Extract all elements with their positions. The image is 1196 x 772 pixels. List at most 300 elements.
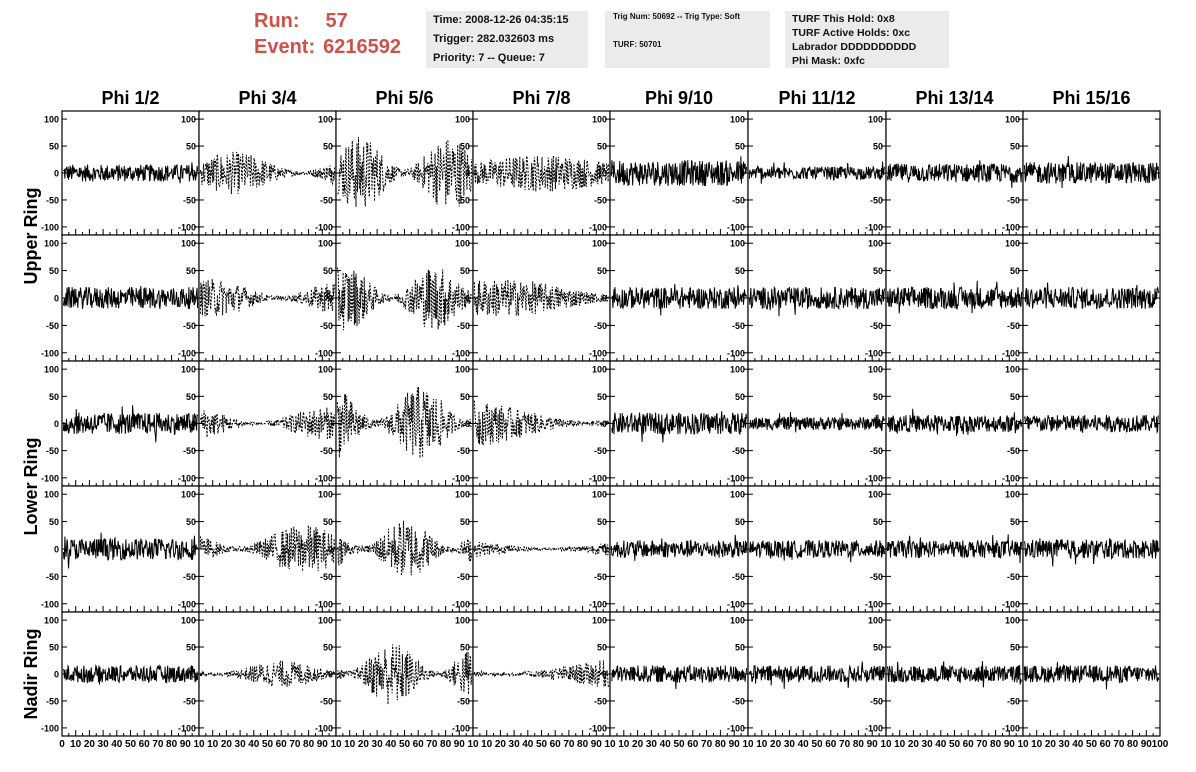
xtick-label: 70 [426,739,438,750]
ytick-label: 100 [180,238,196,249]
ytick-label: 100 [454,615,470,626]
xtick-label: 70 [289,739,301,750]
xtick-label: 70 [976,739,988,750]
xtick-label: 60 [412,739,424,750]
ytick-label: -50 [731,571,745,582]
xtick-label: 50 [948,739,961,750]
ytick-label: 100 [867,238,883,249]
ytick-label: -50 [182,446,196,457]
ytick-label: 100 [867,615,883,626]
ytick-label: -100 [1001,348,1020,359]
row-label: Upper Ring [21,187,41,285]
xtick-label: 40 [385,739,397,750]
ytick-label: 50 [1009,517,1020,528]
row-label: Nadir Ring [21,628,41,720]
xtick-label: 30 [921,739,933,750]
ytick-label: 100 [43,114,59,125]
ytick-label: 0 [739,168,745,179]
xtick-label: 20 [770,739,782,750]
ytick-label: -100 [726,222,745,233]
turf-active-line: TURF Active Holds: 0xc [792,27,911,39]
xtick-label: 40 [659,739,671,750]
ytick-label: 50 [734,517,745,528]
column-title: Phi 11/12 [778,88,856,108]
ytick-label: 50 [48,642,59,653]
column-title: Phi 9/10 [644,88,714,108]
ytick-label: 50 [1009,266,1020,277]
ytick-label: 0 [53,168,59,179]
ytick-label: 100 [43,489,59,500]
ytick-label: 50 [459,141,470,152]
ytick-label: 50 [322,642,333,653]
xtick-label: 10 [344,739,356,750]
ytick-label: -50 [1006,195,1020,206]
ytick-label: -50 [182,195,196,206]
ytick-label: 100 [1004,364,1020,375]
ytick-label: -50 [319,446,333,457]
ytick-label: -100 [588,222,607,233]
xtick-label: 100 [1151,739,1169,750]
ytick-label: -100 [314,473,333,484]
xtick-label: 50 [261,739,274,750]
xtick-label: 10 [193,739,205,750]
run-value: 57 [325,10,348,32]
run-label: Run: [254,10,300,32]
xtick-label: 10 [756,739,768,750]
xtick-label: 50 [673,739,685,750]
ytick-label: -100 [314,222,333,233]
ytick-label: -100 [40,348,59,359]
ytick-label: 0 [601,168,607,179]
ytick-label: -50 [731,696,745,707]
ytick-label: 50 [48,141,59,152]
ytick-label: 50 [596,642,607,653]
ytick-label: 100 [454,489,470,500]
xtick-label: 10 [618,739,630,750]
ytick-label: 50 [459,391,470,402]
ytick-label: 50 [48,391,59,402]
ytick-label: 50 [185,517,196,528]
ytick-label: -100 [864,723,883,734]
xtick-label: 40 [248,739,260,750]
ytick-label: -100 [726,348,745,359]
ytick-label: -100 [864,348,883,359]
ytick-label: -50 [319,696,333,707]
xtick-label: 30 [783,739,795,750]
row-label: Lower Ring [21,437,41,536]
ytick-label: 100 [317,364,333,375]
xtick-label: 30 [234,739,246,750]
ytick-label: 50 [459,642,470,653]
ytick-label: 0 [1014,293,1020,304]
column-title: Phi 15/16 [1052,88,1131,108]
ytick-label: 100 [180,615,196,626]
ytick-label: 0 [190,669,196,680]
ytick-label: 100 [729,364,745,375]
ytick-label: -50 [182,571,196,582]
xtick-label: 50 [1085,739,1098,750]
ytick-label: 100 [317,114,333,125]
xtick-label: 10 [481,739,493,750]
time-line: Time: 2008-12-26 04:35:15 [433,14,569,26]
ytick-label: 50 [185,391,196,402]
ytick-label: -100 [864,222,883,233]
xtick-label: 40 [1072,739,1084,750]
ytick-label: 50 [48,517,59,528]
ytick-label: 50 [1009,141,1020,152]
ytick-label: -100 [314,723,333,734]
xtick-label: 20 [83,739,95,750]
xtick-label: 40 [111,739,123,750]
ytick-label: 100 [729,114,745,125]
xtick-label: 60 [962,739,974,750]
xtick-label: 20 [632,739,644,750]
ytick-label: -100 [40,599,59,610]
ytick-label: 0 [327,669,333,680]
ytick-label: -100 [588,473,607,484]
ytick-label: 100 [867,364,883,375]
xtick-label: 80 [440,739,452,750]
ytick-label: -50 [319,320,333,331]
turf-line: TURF: 50701 [613,40,662,49]
ytick-label: 0 [327,168,333,179]
ytick-label: 100 [591,615,607,626]
xtick-label: 10 [70,739,82,750]
xtick-label: 20 [907,739,919,750]
ytick-label: -50 [593,320,607,331]
xtick-label: 10 [207,739,219,750]
ytick-label: 50 [185,141,196,152]
ytick-label: 50 [322,141,333,152]
ytick-label: 100 [43,364,59,375]
ytick-label: 50 [322,517,333,528]
ytick-label: -100 [726,473,745,484]
ytick-label: -100 [726,599,745,610]
ytick-label: -50 [731,446,745,457]
column-title: Phi 5/6 [375,88,434,108]
ytick-label: -100 [40,473,59,484]
ytick-label: 0 [53,293,59,304]
xtick-label: 30 [645,739,657,750]
ytick-label: 0 [877,168,883,179]
ytick-label: 0 [53,419,59,429]
ytick-label: 0 [877,419,883,429]
ytick-label: -100 [40,723,59,734]
ytick-label: 100 [43,238,59,249]
ytick-label: -100 [451,723,470,734]
ytick-label: 50 [459,266,470,277]
ytick-label: 0 [1014,168,1020,179]
ytick-label: 0 [1014,669,1020,680]
ytick-label: -50 [45,571,59,582]
ytick-label: -100 [40,222,59,233]
xtick-label: 80 [166,739,178,750]
event-value: 6216592 [323,36,401,58]
xtick-label: 80 [1127,739,1139,750]
ytick-label: 100 [317,238,333,249]
ytick-label: 0 [877,669,883,680]
ytick-label: -100 [588,348,607,359]
ytick-label: 50 [872,141,883,152]
ytick-label: 0 [1014,419,1020,429]
xtick-label: 60 [687,739,699,750]
ytick-label: -50 [593,571,607,582]
xtick-label: 70 [839,739,851,750]
xtick-label: 0 [59,739,65,750]
ytick-label: 100 [180,114,196,125]
xtick-label: 70 [701,739,713,750]
ytick-label: 100 [867,489,883,500]
xtick-label: 30 [508,739,520,750]
ytick-label: 0 [739,293,745,304]
ytick-label: 100 [591,364,607,375]
event-label: Event: [254,36,316,58]
ytick-label: -100 [1001,723,1020,734]
ytick-label: -100 [314,599,333,610]
xtick-label: 80 [303,739,315,750]
ytick-label: 0 [739,669,745,680]
trig-line: Trig Num: 50692 -- Trig Type: Soft [613,12,740,21]
ytick-label: 0 [739,419,745,429]
trigger-line: Trigger: 282.032603 ms [433,33,555,45]
ytick-label: 50 [734,642,745,653]
turf-hold-line: TURF This Hold: 0x8 [792,13,895,25]
ytick-label: -100 [1001,599,1020,610]
xtick-label: 30 [371,739,383,750]
ytick-label: 100 [1004,615,1020,626]
xtick-label: 10 [880,739,892,750]
ytick-label: 50 [596,266,607,277]
ytick-label: -50 [731,320,745,331]
ytick-label: 50 [459,517,470,528]
ytick-label: -50 [869,320,883,331]
xtick-label: 90 [453,739,465,750]
xtick-label: 80 [577,739,589,750]
xtick-label: 60 [549,739,561,750]
ytick-label: -100 [177,723,196,734]
priority-line: Priority: 7 -- Queue: 7 [433,52,545,64]
ytick-label: 0 [739,544,745,555]
xtick-label: 90 [1140,739,1152,750]
ytick-label: 50 [322,391,333,402]
xtick-label: 40 [797,739,809,750]
ytick-label: -50 [45,696,59,707]
ytick-label: 0 [464,293,470,304]
ytick-label: -50 [1006,446,1020,457]
ytick-label: 0 [190,419,196,429]
ytick-label: -100 [1001,473,1020,484]
ytick-label: 50 [734,141,745,152]
xtick-label: 10 [742,739,754,750]
ytick-label: 0 [1014,544,1020,555]
xtick-label: 30 [1058,739,1070,750]
ytick-label: 100 [591,238,607,249]
ytick-label: 100 [1004,489,1020,500]
ytick-label: 0 [464,419,470,429]
xtick-label: 90 [179,739,191,750]
ytick-label: -50 [456,320,470,331]
ytick-label: 0 [877,544,883,555]
ytick-label: 50 [872,642,883,653]
ytick-label: 100 [454,238,470,249]
ytick-label: -100 [177,348,196,359]
ytick-label: 50 [596,141,607,152]
ytick-label: 100 [867,114,883,125]
xtick-label: 50 [811,739,823,750]
ytick-label: -50 [45,195,59,206]
ytick-label: -100 [451,348,470,359]
xtick-label: 10 [604,739,616,750]
ytick-label: -100 [451,599,470,610]
ytick-label: -50 [1006,320,1020,331]
ytick-label: -100 [314,348,333,359]
ytick-label: -100 [451,222,470,233]
xtick-label: 90 [728,739,740,750]
ytick-label: -100 [588,599,607,610]
ytick-label: -50 [319,571,333,582]
ytick-label: 0 [464,544,470,555]
column-title: Phi 13/14 [915,88,994,108]
ytick-label: 0 [877,293,883,304]
ytick-label: 50 [596,517,607,528]
ytick-label: -100 [177,599,196,610]
xtick-label: 70 [563,739,575,750]
xtick-label: 60 [825,739,837,750]
ytick-label: 50 [734,391,745,402]
ytick-label: -50 [869,696,883,707]
ytick-label: -100 [1001,222,1020,233]
ytick-label: 100 [43,615,59,626]
ytick-label: -50 [456,571,470,582]
ytick-label: -100 [864,473,883,484]
ytick-label: 0 [601,669,607,680]
ytick-label: 50 [185,266,196,277]
ytick-label: -100 [864,599,883,610]
xtick-label: 10 [1017,739,1029,750]
ytick-label: 0 [464,669,470,680]
ytick-label: -100 [451,473,470,484]
ytick-label: 100 [454,364,470,375]
ytick-label: 50 [1009,642,1020,653]
xtick-label: 80 [714,739,726,750]
ytick-label: -50 [456,446,470,457]
xtick-label: 90 [866,739,878,750]
ytick-label: 50 [872,517,883,528]
ytick-label: -50 [319,195,333,206]
xtick-label: 10 [894,739,906,750]
ytick-label: -100 [177,222,196,233]
xtick-label: 70 [152,739,164,750]
ytick-label: 50 [734,266,745,277]
xtick-label: 90 [590,739,602,750]
xtick-label: 90 [1003,739,1015,750]
ytick-label: -50 [593,446,607,457]
ytick-label: 0 [190,168,196,179]
ytick-label: 50 [322,266,333,277]
xtick-label: 50 [124,739,137,750]
xtick-label: 40 [935,739,947,750]
ytick-label: -50 [45,446,59,457]
ytick-label: 0 [53,544,59,555]
ytick-label: -50 [593,696,607,707]
ytick-label: 100 [591,489,607,500]
ytick-label: 100 [180,489,196,500]
ytick-label: 100 [454,114,470,125]
xtick-label: 10 [330,739,342,750]
column-title: Phi 3/4 [238,88,297,108]
ytick-label: -50 [869,195,883,206]
ytick-label: 100 [180,364,196,375]
ytick-label: -50 [1006,696,1020,707]
xtick-label: 80 [852,739,864,750]
ytick-label: 100 [317,489,333,500]
ytick-label: 100 [1004,238,1020,249]
ytick-label: 50 [872,391,883,402]
ytick-label: -50 [593,195,607,206]
labrador-line: Labrador DDDDDDDDDD [792,41,917,53]
xtick-label: 50 [398,739,411,750]
xtick-label: 10 [467,739,479,750]
ytick-label: 0 [53,669,59,680]
xtick-label: 50 [535,739,548,750]
ytick-label: 0 [601,419,607,429]
xtick-label: 20 [1044,739,1056,750]
xtick-label: 70 [1113,739,1125,750]
ytick-label: -50 [869,446,883,457]
xtick-label: 10 [1031,739,1043,750]
ytick-label: -50 [182,696,196,707]
ytick-label: 100 [317,615,333,626]
ytick-label: 50 [872,266,883,277]
ytick-label: 0 [601,293,607,304]
ytick-label: 50 [48,266,59,277]
ytick-label: -50 [45,320,59,331]
xtick-label: 20 [357,739,369,750]
ytick-label: 0 [190,544,196,555]
ytick-label: -100 [726,723,745,734]
column-title: Phi 7/8 [512,88,571,108]
ytick-label: 100 [729,615,745,626]
xtick-label: 90 [316,739,328,750]
ytick-label: -100 [588,723,607,734]
ytick-label: -50 [182,320,196,331]
ytick-label: 100 [1004,114,1020,125]
ytick-label: 0 [601,544,607,555]
xtick-label: 30 [97,739,109,750]
ytick-label: 0 [464,168,470,179]
ytick-label: -50 [731,195,745,206]
xtick-label: 20 [220,739,232,750]
ytick-label: 50 [185,642,196,653]
xtick-label: 60 [1099,739,1111,750]
ytick-label: -50 [456,195,470,206]
xtick-label: 40 [522,739,534,750]
ytick-label: 0 [327,419,333,429]
ytick-label: 100 [591,114,607,125]
ytick-label: -100 [177,473,196,484]
ytick-label: 50 [1009,391,1020,402]
xtick-label: 60 [275,739,287,750]
ytick-label: -50 [1006,571,1020,582]
xtick-label: 20 [494,739,506,750]
xtick-label: 60 [138,739,150,750]
ytick-label: -50 [456,696,470,707]
phi-mask-line: Phi Mask: 0xfc [792,55,865,67]
ytick-label: 50 [596,391,607,402]
ytick-label: 0 [190,293,196,304]
ytick-label: 0 [327,293,333,304]
xtick-label: 80 [990,739,1002,750]
